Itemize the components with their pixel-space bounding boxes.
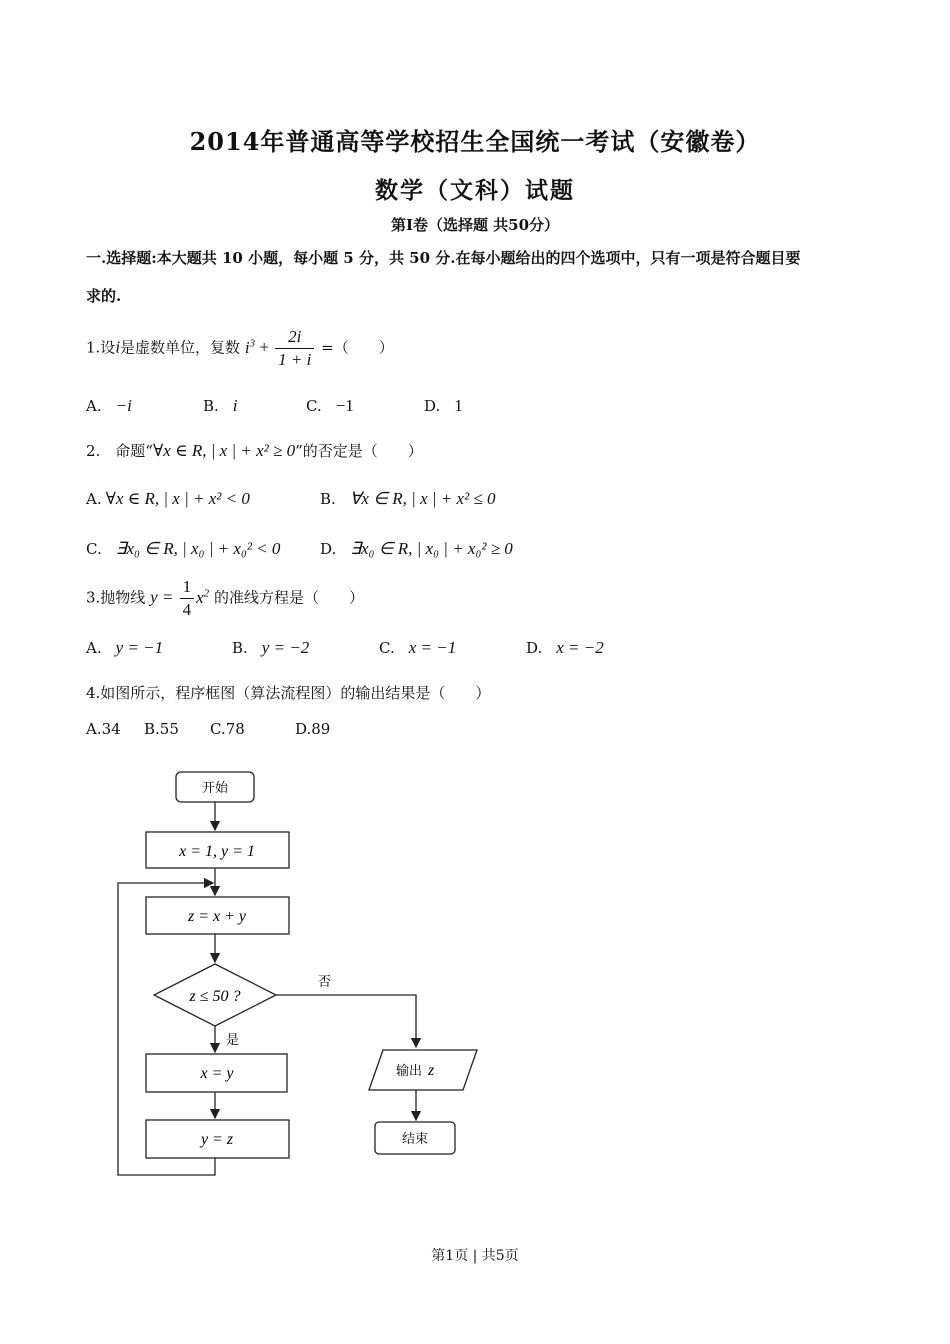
- flowchart-end-label: 结束: [401, 1132, 429, 1147]
- option-label: D.: [526, 639, 543, 657]
- exam-title: 2014年普通高等学校招生全国统一考试（安徽卷）: [189, 127, 761, 156]
- q3-prefix: 3.抛物线: [86, 588, 146, 607]
- option-label: A.: [86, 639, 102, 657]
- section-instructions-line2: 求的.: [86, 287, 122, 305]
- flowchart-assign-y-label: y = z: [200, 1131, 234, 1148]
- q4-option-b[interactable]: B.55: [144, 720, 179, 738]
- option-label: D.: [424, 397, 441, 415]
- flowchart-no-label: 否: [318, 975, 332, 990]
- q1-power: $i^3$: [244, 336, 256, 357]
- option-value: y = −2: [261, 638, 310, 657]
- option-value: ∃x₀ ∈ R, | x₀ | + x₀² ≥ 0: [350, 539, 513, 558]
- flowchart-assign-x-label: x = y: [200, 1065, 234, 1082]
- option-label: B.: [232, 639, 248, 657]
- flow-arrow-no: [276, 995, 416, 1047]
- option-value: y = −1: [115, 638, 164, 657]
- option-value: ∃x₀ ∈ R, | x₀ | + x₀² < 0: [115, 539, 281, 558]
- q1-denominator: 1 + i: [278, 350, 312, 369]
- option-value: −1: [335, 396, 354, 415]
- option-label: A.: [86, 490, 102, 508]
- option-label: B.: [320, 490, 336, 508]
- option-label: D.: [320, 540, 337, 558]
- flowchart-yes-label: 是: [226, 1033, 240, 1048]
- q2-suffix: ”的否定是（ ）: [295, 442, 423, 460]
- flowchart-condition-label: z ≤ 50 ?: [189, 988, 241, 1005]
- q1-var: i: [115, 337, 121, 357]
- option-label: A.: [86, 397, 102, 415]
- q1-mid: 是虚数单位，复数: [120, 338, 241, 357]
- flowchart-output-var: z: [428, 1062, 435, 1079]
- option-value: x = −1: [408, 638, 457, 657]
- flowchart-assign-z-label: z = x + y: [187, 908, 247, 925]
- flowchart-init-label: x = 1, y = 1: [179, 843, 255, 860]
- q3-lhs: y =: [150, 587, 178, 607]
- section-instructions-line1: 一.选择题:本大题共 10 小题，每小题 5 分，共 50 分.在每小题给出的四个选项中，只有一项是符合题目要: [86, 249, 801, 267]
- option-value: 1: [454, 396, 463, 415]
- q4-option-d[interactable]: D.89: [295, 720, 331, 738]
- option-value: i: [232, 396, 238, 415]
- option-label: C.: [86, 540, 102, 558]
- q4-option-c[interactable]: C.78: [210, 720, 245, 738]
- option-value: x = −2: [556, 638, 604, 657]
- q3-numerator: 1: [180, 576, 195, 599]
- q2-prefix: 2. 命题“: [86, 442, 153, 460]
- question-4: 4.如图所示，程序框图（算法流程图）的输出结果是（ ）: [86, 684, 491, 702]
- q3-denominator: 4: [182, 600, 192, 619]
- q4-option-a[interactable]: A.34: [86, 720, 121, 738]
- q1-numerator: 2i: [275, 326, 314, 349]
- option-label: B.: [203, 397, 219, 415]
- option-value: −i: [115, 396, 132, 415]
- q1-suffix: =（ ）: [321, 338, 394, 357]
- q2-expr: ∀x ∈ R, | x | + x² ≥ 0: [152, 441, 296, 460]
- q3-suffix: 的准线方程是（ ）: [213, 588, 364, 607]
- flowchart-start-label: 开始: [201, 781, 229, 796]
- q3-rhs: $x^2$: [196, 586, 210, 607]
- flowchart-output-label: 输出: [396, 1064, 423, 1079]
- page-footer: 第1页 | 共5页: [431, 1248, 519, 1264]
- exam-subtitle: 数学（文科）试题: [375, 177, 575, 204]
- option-value: ∀x ∈ R, | x | + x² ≤ 0: [349, 489, 496, 508]
- option-label: C.: [306, 397, 322, 415]
- option-value: ∀x ∈ R, | x | + x² < 0: [105, 489, 250, 508]
- option-label: C.: [379, 639, 395, 657]
- part-heading: 第Ⅰ卷（选择题 共50分）: [390, 216, 560, 234]
- flowchart-output-box: [369, 1050, 477, 1090]
- q1-prefix: 1.设: [86, 338, 116, 357]
- q1-plus: +: [255, 337, 274, 357]
